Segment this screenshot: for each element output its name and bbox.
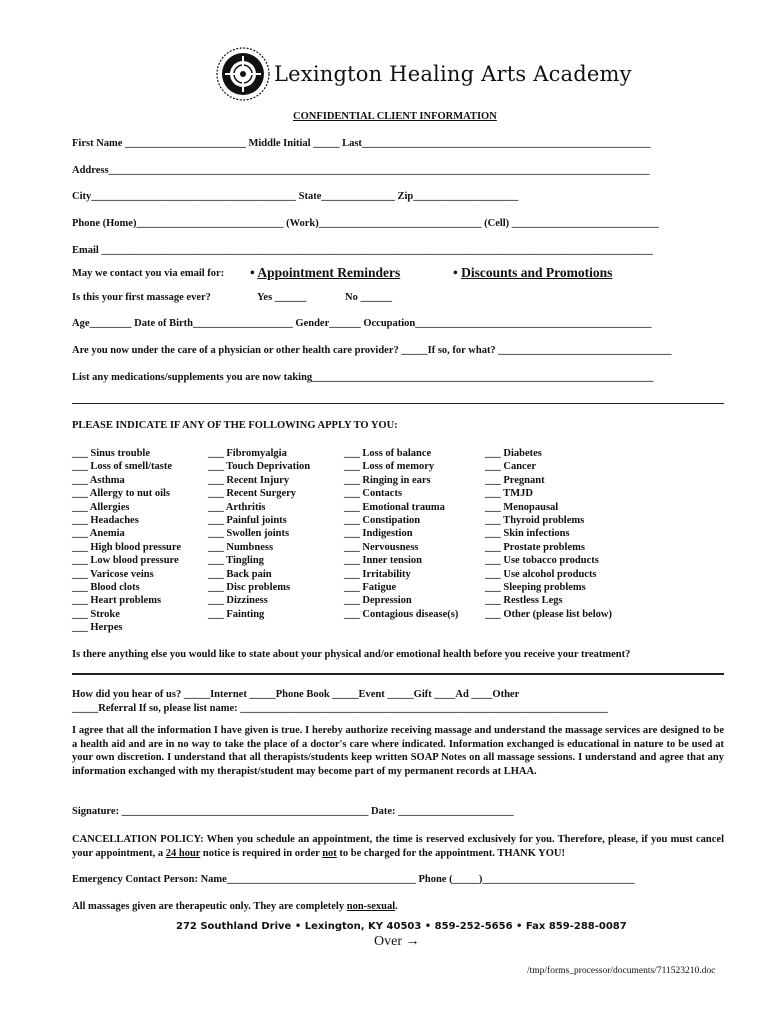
cancellation-text-2: notice is required in order bbox=[200, 847, 323, 859]
health-question: Is there anything else you would like to state about your physical and/or emotional health before you receive your treatment? bbox=[72, 649, 631, 660]
condition-checkbox-item[interactable]: ___ Use tobacco products bbox=[485, 555, 599, 567]
option-discounts-label: Discounts and Promotions bbox=[461, 265, 613, 280]
condition-checkbox-item[interactable]: ___ Dizziness bbox=[208, 595, 268, 607]
address-field[interactable]: Address_______________________________________________________________________________________________________ bbox=[72, 165, 650, 176]
condition-checkbox-item[interactable]: ___ Touch Deprivation bbox=[208, 461, 311, 473]
therapeutic-end: . bbox=[395, 901, 398, 912]
demographics-field[interactable]: Age________ Date of Birth___________________ Gender______ Occupation_____________________________________________ bbox=[72, 318, 652, 329]
condition-checkbox-item[interactable]: ___ Menopausal bbox=[485, 501, 559, 513]
cancellation-text-1: CANCELLATION POLICY: When you schedule an appointment, the time is reserved exclusively for you. Therefore, please, if you must cancel your appointment, a bbox=[72, 834, 724, 859]
conditions-column-4 bbox=[485, 447, 612, 621]
condition-checkbox-item[interactable]: ___ Ringing in ears bbox=[344, 474, 431, 486]
first-massage-no[interactable]: No ______ bbox=[345, 292, 392, 303]
condition-checkbox-item[interactable]: ___ Painful joints bbox=[208, 514, 287, 526]
condition-checkbox-item[interactable]: ___ Contagious disease(s) bbox=[344, 608, 459, 620]
condition-checkbox-item[interactable]: ___ Pregnant bbox=[485, 474, 545, 486]
conditions-heading: PLEASE INDICATE IF ANY OF THE FOLLOWING APPLY TO YOU: bbox=[72, 420, 398, 431]
referral-name-field[interactable]: _____Referral If so, please list name: ______________________________________________________________________ bbox=[72, 703, 608, 714]
condition-checkbox-item[interactable]: ___ Blood clots bbox=[72, 581, 140, 593]
email-option-discounts[interactable] bbox=[453, 265, 612, 281]
condition-checkbox-item[interactable]: ___ Varicose veins bbox=[72, 568, 154, 580]
condition-checkbox-item[interactable]: ___ High blood pressure bbox=[72, 541, 182, 553]
condition-checkbox-item[interactable]: ___ Fatigue bbox=[344, 581, 397, 593]
condition-checkbox-item[interactable]: ___ Allergies bbox=[72, 501, 130, 513]
condition-checkbox-item[interactable]: ___ Loss of memory bbox=[344, 461, 435, 473]
condition-checkbox-item[interactable]: ___ Herpes bbox=[72, 622, 123, 634]
medications-field[interactable]: List any medications/supplements you are now taking_________________________________________________________________ bbox=[72, 372, 654, 383]
condition-checkbox-item[interactable]: ___ Asthma bbox=[72, 474, 125, 486]
condition-checkbox-item[interactable]: ___ Numbness bbox=[208, 541, 274, 553]
condition-checkbox-item[interactable]: ___ Prostate problems bbox=[485, 541, 585, 553]
medications-continuation-line[interactable] bbox=[72, 403, 724, 404]
condition-checkbox-item[interactable]: ___ Stroke bbox=[72, 608, 120, 620]
condition-checkbox-item[interactable]: ___ Anemia bbox=[72, 528, 125, 540]
over-label: Over → bbox=[374, 934, 420, 949]
condition-checkbox-item[interactable]: ___ Sinus trouble bbox=[72, 448, 150, 459]
cancellation-notice-time: 24 hour bbox=[165, 847, 201, 859]
physician-field[interactable]: Are you now under the care of a physician or other health care provider? _____If so, for what? _________________________________ bbox=[72, 345, 672, 356]
condition-checkbox-item[interactable]: ___ Nervousness bbox=[344, 541, 419, 553]
condition-checkbox-item[interactable]: ___ TMJD bbox=[485, 488, 533, 500]
bullet-icon: • bbox=[250, 265, 258, 280]
condition-checkbox-item[interactable]: ___ Indigestion bbox=[344, 528, 413, 540]
condition-checkbox-item[interactable]: ___ Tingling bbox=[208, 555, 264, 567]
condition-checkbox-item[interactable]: ___ Skin infections bbox=[485, 528, 570, 540]
condition-checkbox-item[interactable]: ___ Loss of smell/taste bbox=[72, 461, 173, 473]
condition-checkbox-item[interactable]: ___ Depression bbox=[344, 595, 412, 607]
condition-checkbox-item[interactable]: ___ Arthritis bbox=[208, 501, 266, 513]
city-state-zip-field[interactable]: City_______________________________________ State______________ Zip____________________ bbox=[72, 191, 519, 202]
condition-checkbox-item[interactable]: ___ Headaches bbox=[72, 514, 139, 526]
condition-checkbox-item[interactable]: ___ Loss of balance bbox=[344, 448, 432, 459]
condition-checkbox-item[interactable]: ___ Sleeping problems bbox=[485, 581, 586, 593]
condition-checkbox-item[interactable]: ___ Thyroid problems bbox=[485, 514, 585, 526]
name-field[interactable]: First Name _______________________ Middle Initial _____ Last_______________________________________________________ bbox=[72, 138, 651, 149]
condition-checkbox-item[interactable]: ___ Inner tension bbox=[344, 555, 422, 567]
condition-checkbox-item[interactable]: ___ Irritability bbox=[344, 568, 411, 580]
lhaa-logo bbox=[215, 46, 271, 102]
condition-checkbox-item[interactable]: ___ Emotional trauma bbox=[344, 501, 445, 513]
form-title: CONFIDENTIAL CLIENT INFORMATION bbox=[293, 111, 497, 122]
email-field[interactable]: Email _________________________________________________________________________________________________________ bbox=[72, 245, 653, 256]
condition-checkbox-item[interactable]: ___ Contacts bbox=[344, 488, 403, 500]
condition-checkbox-item[interactable]: ___ Cancer bbox=[485, 461, 537, 473]
condition-checkbox-item[interactable]: ___ Heart problems bbox=[72, 595, 162, 607]
condition-checkbox-item[interactable]: ___ Recent Injury bbox=[208, 474, 290, 486]
file-path: /tmp/forms_processor/documents/711523210.doc bbox=[527, 966, 716, 976]
condition-checkbox-item[interactable]: ___ Recent Surgery bbox=[208, 488, 297, 500]
referral-options[interactable]: How did you hear of us? _____Internet _____Phone Book _____Event _____Gift ____Ad ____Other bbox=[72, 689, 520, 700]
section-divider bbox=[72, 673, 724, 675]
first-massage-yes[interactable]: Yes ______ bbox=[257, 292, 307, 303]
condition-checkbox-item[interactable]: ___ Low blood pressure bbox=[72, 555, 179, 567]
signature-date-field[interactable]: Signature: _______________________________________________ Date: ______________________ bbox=[72, 806, 514, 817]
conditions-column-2 bbox=[208, 447, 310, 621]
condition-checkbox-item[interactable]: ___ Other (please list below) bbox=[485, 608, 612, 620]
condition-checkbox-item[interactable]: ___ Restless Legs bbox=[485, 595, 563, 607]
cancellation-policy bbox=[72, 833, 724, 860]
condition-checkbox-item[interactable]: ___ Diabetes bbox=[485, 448, 542, 459]
bullet-icon: • bbox=[453, 265, 462, 280]
email-contact-question: May we contact you via email for: bbox=[72, 268, 225, 279]
cancellation-not: not bbox=[322, 847, 337, 859]
conditions-column-1 bbox=[72, 447, 181, 634]
phone-field[interactable]: Phone (Home)____________________________ (Work)_______________________________ (Cell) ____________________________ bbox=[72, 218, 659, 229]
condition-checkbox-item[interactable]: ___ Back pain bbox=[208, 568, 272, 580]
agreement-text: I agree that all the information I have given is true. I hereby authorize receiving massage and understand the massage services are designed to be a health aid and are in no way to take the place of a doctor's care where indicated. Information exchanged is educational in nature to be used at your own discretion. I understand that all therapists/students keep written SOAP Notes on all massage sessions. I understand and agree that any information exchanged with my therapist/student may become part of my permanent records at LHAA. bbox=[72, 725, 724, 777]
first-massage-question: Is this your first massage ever? bbox=[72, 292, 211, 303]
emergency-contact-field[interactable]: Emergency Contact Person: Name____________________________________ Phone (_____)_____________________________ bbox=[72, 874, 635, 885]
condition-checkbox-item[interactable]: ___ Disc problems bbox=[208, 581, 291, 593]
therapeutic-emphasis: non-sexual bbox=[346, 901, 396, 912]
condition-checkbox-item[interactable]: ___ Swollen joints bbox=[208, 528, 290, 540]
condition-checkbox-item[interactable]: ___ Fainting bbox=[208, 608, 265, 620]
conditions-column-3 bbox=[344, 447, 458, 621]
option-reminders-label: Appointment Reminders bbox=[257, 265, 401, 280]
condition-checkbox-item[interactable]: ___ Use alcohol products bbox=[485, 568, 597, 580]
condition-checkbox-item[interactable]: ___ Allergy to nut oils bbox=[72, 488, 171, 500]
cancellation-text-3: to be charged for the appointment. THANK YOU! bbox=[336, 847, 565, 859]
therapeutic-text: All massages given are therapeutic only. They are completely bbox=[72, 901, 347, 912]
therapeutic-statement bbox=[72, 901, 398, 912]
email-option-reminders[interactable] bbox=[250, 265, 400, 281]
org-name: Lexington Healing Arts Academy bbox=[274, 62, 632, 86]
condition-checkbox-item[interactable]: ___ Constipation bbox=[344, 514, 421, 526]
footer-address: 272 Southland Drive • Lexington, KY 40503 • 859-252-5656 • Fax 859-288-0087 bbox=[176, 921, 627, 932]
condition-checkbox-item[interactable]: ___ Fibromyalgia bbox=[208, 448, 287, 459]
